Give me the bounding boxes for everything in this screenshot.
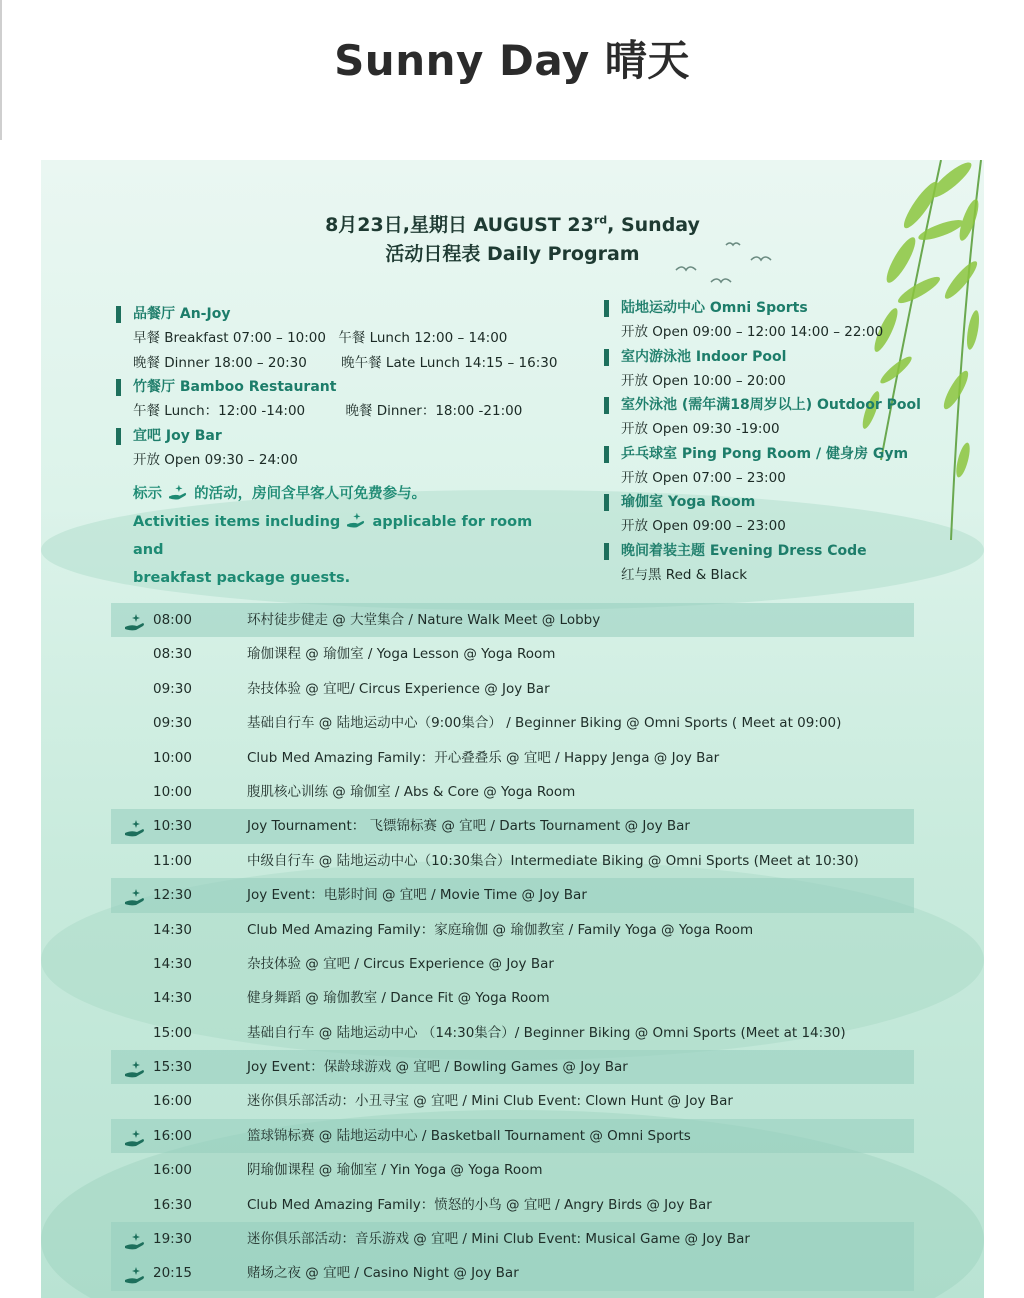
date-line: [41, 210, 984, 237]
schedule-activity: 阴瑜伽课程 @ 瑜伽室 / Yin Yoga @ Yoga Room: [247, 1162, 543, 1179]
schedule-row: [111, 775, 914, 809]
info-line: [133, 448, 553, 473]
info-line: [133, 326, 553, 351]
schedule-time: 10:30: [153, 818, 192, 835]
note-text: applicable for room and: [133, 514, 533, 559]
date-suffix: rd: [593, 213, 608, 227]
note-text: 标示: [133, 486, 162, 503]
dining-info: [133, 302, 558, 592]
program-title: 活动日程表 Daily Program: [385, 243, 640, 265]
info-text: 午餐 Lunch：12:00 -14:00: [133, 403, 306, 420]
daily-program-poster: [41, 160, 984, 1298]
schedule-row: [111, 603, 914, 637]
info-line: [133, 399, 553, 424]
info-text: 晚午餐 Late Lunch 14:15 – 16:30: [341, 354, 558, 371]
schedule-time: 16:00: [153, 1127, 192, 1144]
info-line: 开放 Open 07:00 – 23:00: [621, 469, 786, 486]
schedule-row: [111, 1256, 914, 1290]
schedule-activity: Club Med Amazing Family：开心叠叠乐 @ 宜吧 / Happy Jenga @ Joy Bar: [247, 749, 720, 766]
info-line: 红与黑 Red & Black: [621, 566, 748, 583]
schedule-row: [111, 981, 914, 1015]
schedule-activity: 健身舞蹈 @ 瑜伽教室 / Dance Fit @ Yoga Room: [247, 990, 550, 1007]
schedule-row: [111, 672, 914, 706]
hand-sparkle-icon: [123, 1264, 147, 1284]
hand-sparkle-icon: [167, 483, 189, 501]
info-text: 晚餐 Dinner 18:00 – 20:30: [133, 354, 307, 371]
schedule-row: [111, 637, 914, 671]
hand-sparkle-icon: [345, 511, 367, 529]
schedule-activity: 篮球锦标赛 @ 陆地运动中心 / Basketball Tournament @ Omni Sports: [247, 1127, 691, 1144]
schedule-time: 19:30: [153, 1231, 192, 1248]
schedule-row: [111, 1016, 914, 1050]
hand-sparkle-icon: [123, 611, 147, 631]
date-text: 8月23日,星期日 AUGUST 23: [325, 214, 594, 236]
schedule-row: [111, 809, 914, 843]
schedule-time: 10:00: [153, 783, 192, 800]
info-line: 开放 Open 09:00 – 23:00: [621, 518, 786, 535]
info-text: 早餐 Breakfast 07:00 – 10:00: [133, 330, 326, 346]
section-title: 宜吧 Joy Bar: [116, 424, 553, 448]
info-line: 开放 Open 09:00 – 12:00 14:00 – 22:00: [621, 324, 884, 340]
schedule-activity: Joy Event：保龄球游戏 @ 宜吧 / Bowling Games @ Joy Bar: [247, 1059, 628, 1076]
page-title: Sunny Day 晴天: [334, 36, 690, 85]
section-title: 陆地运动中心 Omni Sports: [604, 296, 961, 320]
schedule-time: 09:30: [153, 680, 192, 697]
schedule-activity: Club Med Amazing Family：愤怒的小鸟 @ 宜吧 / Angry Birds @ Joy Bar: [247, 1196, 712, 1213]
info-line: 开放 Open 09:30 -19:00: [621, 421, 780, 438]
hand-sparkle-icon: [123, 1230, 147, 1250]
schedule-row: [111, 1153, 914, 1187]
schedule-activity: 中级自行车 @ 陆地运动中心（10:30集合）Intermediate Biking @ Omni Sports (Meet at 10:30): [247, 852, 859, 869]
schedule-row: [111, 878, 914, 912]
info-text: 晚餐 Dinner：18:00 -21:00: [345, 403, 523, 420]
schedule-time: 16:00: [153, 1162, 192, 1179]
info-text: 午餐 Lunch 12:00 – 14:00: [338, 330, 508, 346]
schedule-row: [111, 1222, 914, 1256]
schedule-time: 14:30: [153, 955, 192, 972]
weekday-text: , Sunday: [607, 214, 700, 236]
schedule-time: 09:30: [153, 715, 192, 732]
schedule-activity: Joy Event：电影时间 @ 宜吧 / Movie Time @ Joy Bar: [247, 887, 587, 904]
schedule-row: [111, 913, 914, 947]
section-title: 乒乓球室 Ping Pong Room / 健身房 Gym: [604, 442, 961, 466]
schedule-time: 10:00: [153, 749, 192, 766]
schedule-row: [111, 706, 914, 740]
section-title: 室外泳池 (需年满18周岁以上) Outdoor Pool: [604, 393, 961, 417]
info-text: 开放 Open 09:30 – 24:00: [133, 451, 298, 468]
facilities-info: [621, 296, 961, 588]
note-line: [133, 480, 553, 508]
schedule-row: [111, 1084, 914, 1118]
schedule-activity: 瑜伽课程 @ 瑜伽室 / Yoga Lesson @ Yoga Room: [247, 646, 556, 663]
section-title: 品餐厅 An-Joy: [116, 302, 553, 326]
schedule-activity: 杂技体验 @ 宜吧/ Circus Experience @ Joy Bar: [247, 680, 550, 697]
free-activity-note: [133, 480, 553, 592]
hand-sparkle-icon: [123, 1058, 147, 1078]
schedule-time: 14:30: [153, 990, 192, 1007]
schedule-activity: 基础自行车 @ 陆地运动中心（9:00集合） / Beginner Biking @ Omni Sports ( Meet at 09:00): [247, 715, 842, 732]
schedule-activity: 环村徒步健走 @ 大堂集合 / Nature Walk Meet @ Lobby: [247, 612, 601, 628]
schedule-activity: 基础自行车 @ 陆地运动中心 （14:30集合）/ Beginner Biking @ Omni Sports (Meet at 14:30): [247, 1024, 846, 1041]
schedule-time: 15:00: [153, 1024, 192, 1041]
schedule-row: [111, 741, 914, 775]
hand-sparkle-icon: [123, 886, 147, 906]
schedule-activity: 腹肌核心训练 @ 瑜伽室 / Abs & Core @ Yoga Room: [247, 783, 576, 800]
schedule-list: [111, 603, 914, 1291]
schedule-activity: Club Med Amazing Family：家庭瑜伽 @ 瑜伽教室 / Family Yoga @ Yoga Room: [247, 921, 754, 938]
schedule-activity: 迷你俱乐部活动：小丑寻宝 @ 宜吧 / Mini Club Event: Clown Hunt @ Joy Bar: [247, 1093, 733, 1110]
schedule-row: [111, 947, 914, 981]
schedule-time: 12:30: [153, 887, 192, 904]
section-title: 室内游泳池 Indoor Pool: [604, 345, 961, 369]
schedule-time: 08:30: [153, 646, 192, 663]
note-text: 的活动，房间含早客人可免费参与。: [194, 486, 427, 503]
schedule-time: 16:30: [153, 1196, 192, 1213]
info-line: [133, 351, 558, 376]
schedule-time: 08:00: [153, 612, 192, 628]
schedule-activity: 杂技体验 @ 宜吧 / Circus Experience @ Joy Bar: [247, 955, 554, 972]
note-line: [133, 508, 553, 564]
section-title: 瑜伽室 Yoga Room: [604, 490, 961, 514]
schedule-row: [111, 1188, 914, 1222]
schedule-time: 15:30: [153, 1059, 192, 1076]
note-text: Activities items including: [133, 514, 341, 531]
section-title: 竹餐厅 Bamboo Restaurant: [116, 375, 553, 399]
schedule-row: [111, 1050, 914, 1084]
schedule-activity: Joy Tournament： 飞镖锦标赛 @ 宜吧 / Darts Tournament @ Joy Bar: [247, 818, 690, 835]
program-header: [41, 210, 984, 266]
schedule-row: [111, 844, 914, 878]
schedule-time: 20:15: [153, 1265, 192, 1282]
note-line: breakfast package guests.: [133, 570, 351, 587]
hand-sparkle-icon: [123, 817, 147, 837]
hand-sparkle-icon: [123, 1127, 147, 1147]
schedule-row: [111, 1119, 914, 1153]
schedule-time: 14:30: [153, 921, 192, 938]
schedule-time: 11:00: [153, 852, 192, 869]
schedule-activity: 赌场之夜 @ 宜吧 / Casino Night @ Joy Bar: [247, 1265, 519, 1282]
section-title: 晚间着装主题 Evening Dress Code: [604, 539, 961, 563]
info-line: 开放 Open 10:00 – 20:00: [621, 372, 786, 389]
schedule-activity: 迷你俱乐部活动：音乐游戏 @ 宜吧 / Mini Club Event: Musical Game @ Joy Bar: [247, 1231, 750, 1248]
schedule-time: 16:00: [153, 1093, 192, 1110]
